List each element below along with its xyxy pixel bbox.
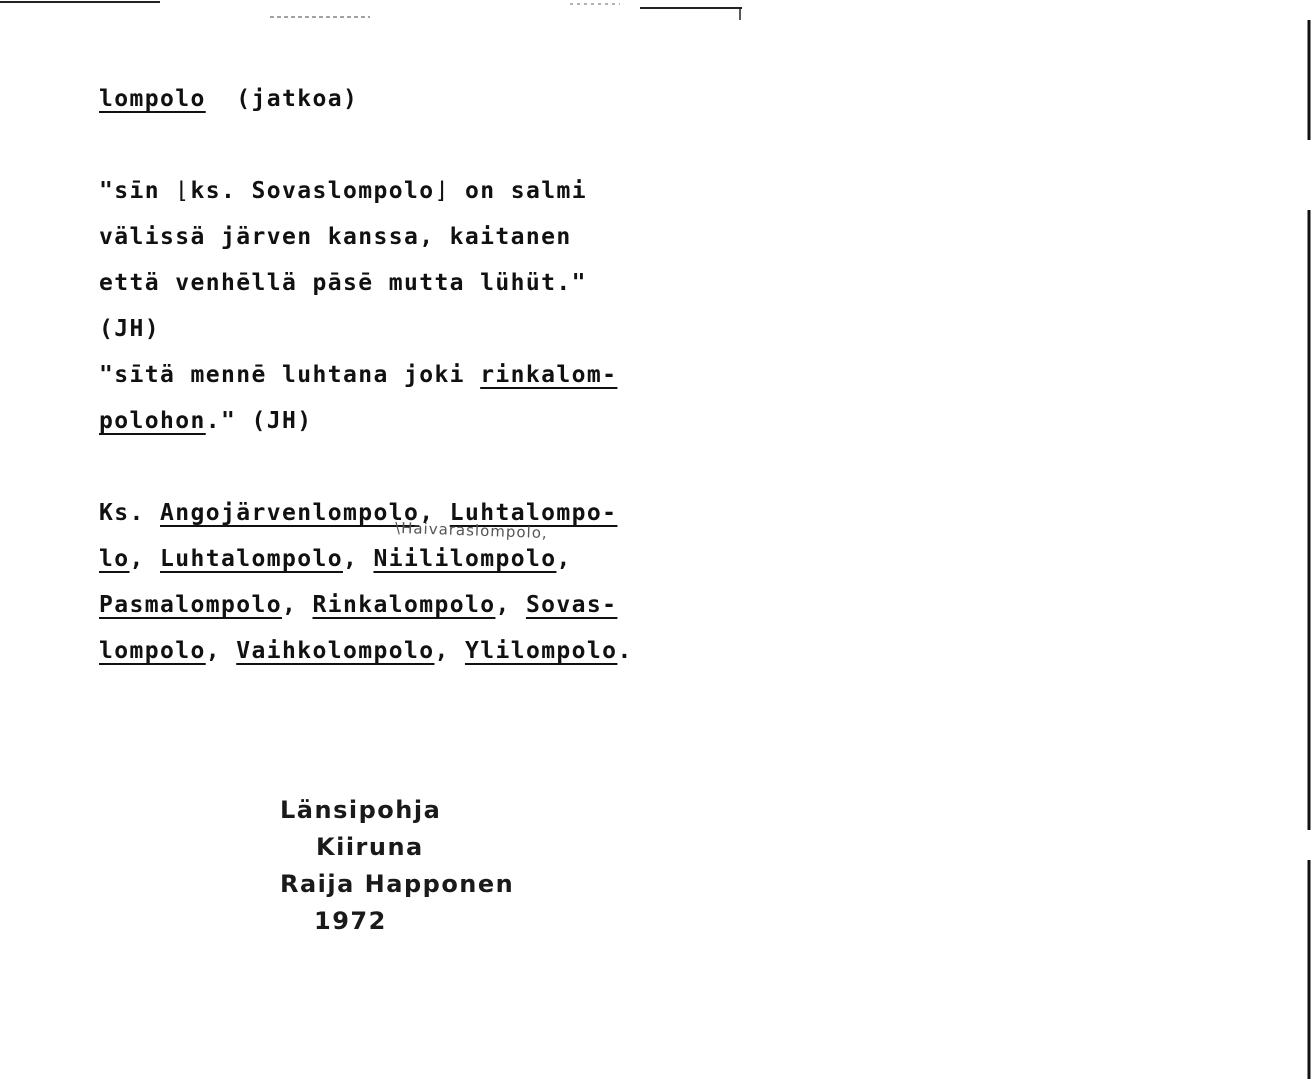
stamp-year: 1972 (314, 907, 387, 935)
quote1-line3: että venhēllä pāsē mutta lühüt." (99, 270, 587, 296)
reference-link: Vaihkolompolo (236, 638, 435, 664)
scan-edge-right (1300, 0, 1314, 1079)
index-card-text (99, 76, 779, 674)
reference-link: Luhtalompolo (160, 546, 343, 572)
blank-line (99, 122, 779, 168)
quote1-text: "sīn (99, 178, 176, 204)
reference-link: Niililompolo (373, 546, 557, 572)
quote2-text: "sītä mennē luhtana joki (99, 362, 481, 388)
references-line1: Ks. Angojärvenlompolo, Luhtalompo- (99, 500, 618, 526)
quote2-line2 (99, 398, 779, 444)
collector-stamp (280, 792, 514, 940)
quote2-word: polohon (99, 408, 206, 434)
quote2-word: rinkalom- (480, 362, 618, 388)
reference-link: Luhtalompo- (449, 500, 618, 526)
references-prefix: Ks. (99, 500, 160, 526)
stamp-collector: Raija Happonen (280, 870, 515, 898)
headword: lompolo (99, 86, 206, 112)
quote1-line2: välissä järven kanssa, kaitanen (99, 224, 572, 250)
continuation-note: (jatkoa) (236, 86, 359, 112)
scan-edge-top (0, 0, 745, 22)
reference-link: Sovas- (525, 592, 618, 618)
quote2-source: ." (JH) (205, 408, 313, 434)
quote1-source: (JH) (99, 316, 160, 342)
reference-link: lo (99, 546, 130, 572)
cross-reference: ks. Sovaslompolo (190, 178, 435, 204)
stamp-region: Länsipohja (280, 796, 442, 824)
stamp-place: Kiiruna (316, 833, 424, 861)
handwritten-addition: \Haivaraslompolo, (394, 518, 549, 543)
blank-line (99, 444, 779, 490)
bracket-open: ⌊ (175, 178, 191, 204)
quote1-line1 (99, 168, 779, 214)
quote1-text: on salmi (449, 178, 587, 204)
reference-link: Pasmalompolo (99, 592, 282, 618)
entry-heading (99, 76, 779, 122)
reference-link: Angojärvenlompolo (160, 500, 420, 526)
reference-link: Ylilompolo (464, 638, 618, 664)
reference-link: Rinkalompolo (312, 592, 496, 618)
references-line4: lompolo, Vaihkolompolo, Ylilompolo. (99, 638, 633, 664)
references-line2: lo, Luhtalompolo, Niililompolo, (99, 546, 572, 572)
bracket-close: ⌋ (434, 178, 450, 204)
references-line3: Pasmalompolo, Rinkalompolo, Sovas- (99, 592, 618, 618)
quote2-line1 (99, 352, 779, 398)
reference-link: lompolo (99, 638, 206, 664)
